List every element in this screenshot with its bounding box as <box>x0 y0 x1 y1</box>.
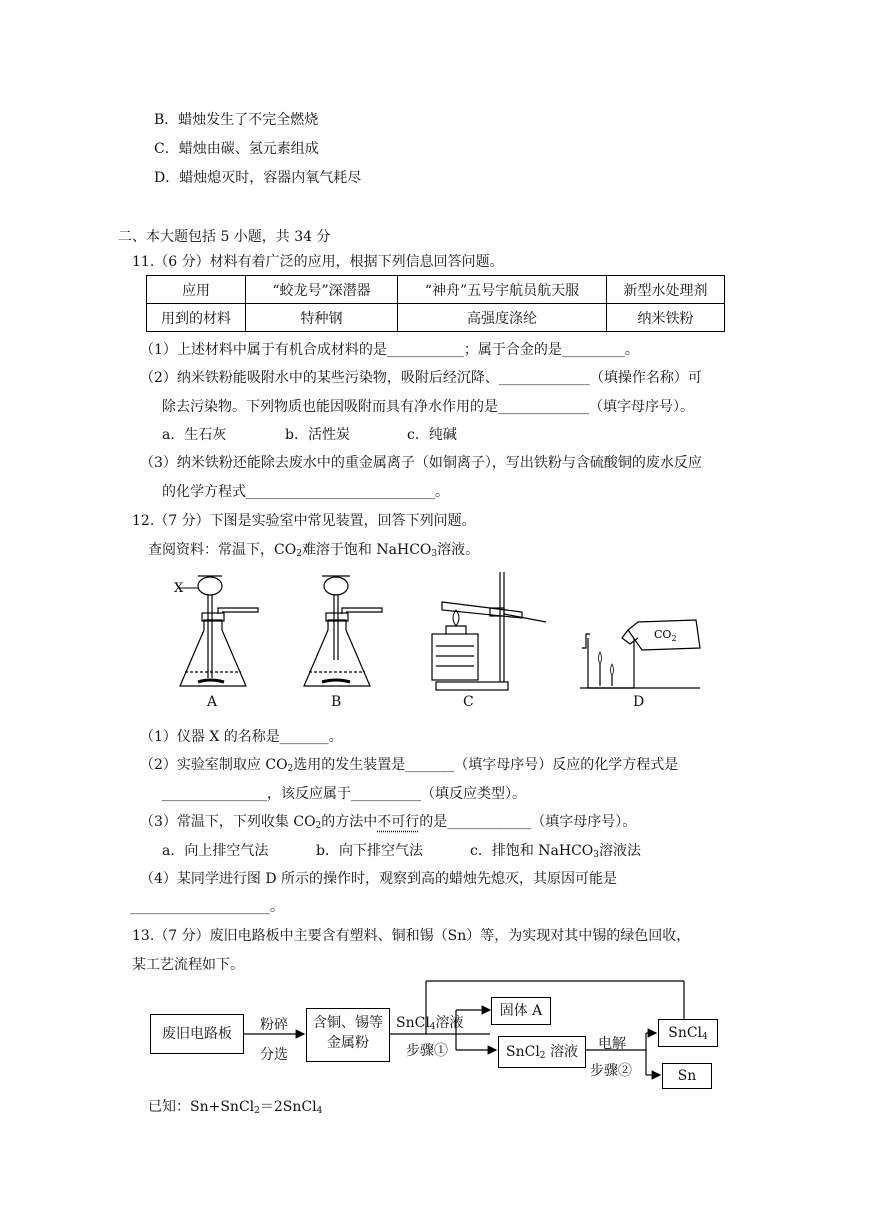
box-solid-a: 固体 A <box>491 997 551 1025</box>
q13-stem-b: 某工艺流程如下。 <box>132 957 244 973</box>
q11-part3a: （3）纳米铁粉还能除去废水中的重金属离子（如铜离子），写出铁粉与含硫酸铜的废水反应 <box>140 455 702 471</box>
section-title: 二、本大题包括 5 小题，共 34 分 <box>118 229 331 245</box>
label-reagent: SnCl$_4$溶液 <box>396 1015 464 1032</box>
q12-part2b: _______________，该反应属于__________（填反应类型）。 <box>162 786 526 802</box>
apparatus-d <box>580 620 700 688</box>
apparatus-b <box>304 576 382 686</box>
label-sort: 分选 <box>260 1047 288 1063</box>
table-cell: 新型水处理剂 <box>607 276 725 304</box>
box-metal-powder <box>306 1008 390 1062</box>
table-cell: 特种钢 <box>246 304 398 332</box>
apparatus-figure <box>160 568 720 713</box>
box-metal-powder-line2: 金属粉 <box>327 1035 369 1051</box>
table-cell: 纳米铁粉 <box>607 304 725 332</box>
label-step2: 步骤② <box>590 1063 632 1079</box>
q11-part2a: （2）纳米铁粉能吸附水中的某些污染物，吸附后经沉降、_____________（填操作名称）可 <box>140 370 702 386</box>
table-cell: 应用 <box>147 276 246 304</box>
q12-part3: （3）常温下，下列收集 $CO_2$的方法中不可行的是____________（填字母序号）。 <box>140 814 637 831</box>
label-c: C <box>463 694 474 710</box>
label-electrolysis: 电解 <box>598 1036 626 1052</box>
q12-info: 查阅资料：常温下，$CO_2$难溶于饱和 NaHCO$_3$溶液。 <box>148 542 480 559</box>
box-metal-powder-line1: 含铜、锡等 <box>313 1015 383 1031</box>
q12-part1: （1）仪器 X 的名称是_______。 <box>140 729 343 745</box>
apparatus-a <box>180 576 258 686</box>
table-cell: 高强度涤纶 <box>398 304 607 332</box>
q12-part4b: ____________________。 <box>130 899 284 915</box>
materials-table <box>146 275 725 332</box>
q11-stem: 11.（6 分）材料有着广泛的应用，根据下列信息回答问题。 <box>132 254 504 270</box>
box-sn: Sn <box>662 1063 712 1089</box>
q11-option-b: b．活性炭 <box>285 427 350 443</box>
table-cell: “蛟龙号”深潜器 <box>246 276 398 304</box>
q12-option-b: b．向下排空气法 <box>316 843 423 859</box>
apparatus-c <box>432 572 546 690</box>
q12-part4a: （4）某同学进行图 D 所示的操作时，观察到高的蜡烛先熄灭，其原因可能是 <box>140 871 618 887</box>
q11-part3b: 的化学方程式___________________________。 <box>162 484 449 500</box>
box-sncl2-solution: SnCl$_2$ 溶液 <box>498 1036 586 1068</box>
q12-part2a: （2）实验室制取应 $CO_2$选用的发生装置是_______（填字母序号）反应的化学方程式是 <box>140 757 679 774</box>
q13-stem-a: 13.（7 分）废旧电路板中主要含有塑料、铜和锡（Sn）等，为实现对其中锡的绿色回收， <box>132 928 691 944</box>
q11-option-c: c．纯碱 <box>407 427 457 443</box>
q13-known: 已知：Sn+SnCl$_2$＝2SnCl$_4$ <box>148 1099 323 1116</box>
q11-part2b: 除去污染物。下列物质也能因吸附而具有净水作用的是_____________（填字母序号）。 <box>162 399 694 415</box>
x-label: X <box>174 581 184 596</box>
q12-option-c: c．排饱和 NaHCO$_3$溶液法 <box>470 843 642 860</box>
box-waste-board: 废旧电路板 <box>150 1014 244 1054</box>
table-row <box>147 304 725 332</box>
q12-stem: 12.（7 分）下图是实验室中常见装置，回答下列问题。 <box>132 513 476 529</box>
table-cell: 用到的材料 <box>147 304 246 332</box>
table-cell: “神舟”五号宇航员航天服 <box>398 276 607 304</box>
q10-option-b: B．蜡烛发生了不完全燃烧 <box>154 112 319 128</box>
label-a: A <box>207 694 218 710</box>
q10-option-c: C．蜡烛由碳、氢元素组成 <box>154 141 319 157</box>
box-sncl4: SnCl$_4$ <box>658 1019 718 1047</box>
label-d: D <box>633 694 645 710</box>
q10-option-d: D．蜡烛熄灭时，容器内氧气耗尽 <box>154 170 362 186</box>
co2-bottle-label: $CO_2$ <box>654 628 677 643</box>
q11-option-a: a．生石灰 <box>162 427 227 443</box>
table-row <box>147 276 725 304</box>
label-crush: 粉碎 <box>260 1017 288 1033</box>
q12-option-a: a．向上排空气法 <box>162 843 269 859</box>
q11-part1: （1）上述材料中属于有机合成材料的是___________；属于合金的是_________。 <box>140 342 639 358</box>
label-b: B <box>331 694 342 710</box>
label-step1: 步骤① <box>406 1043 448 1059</box>
